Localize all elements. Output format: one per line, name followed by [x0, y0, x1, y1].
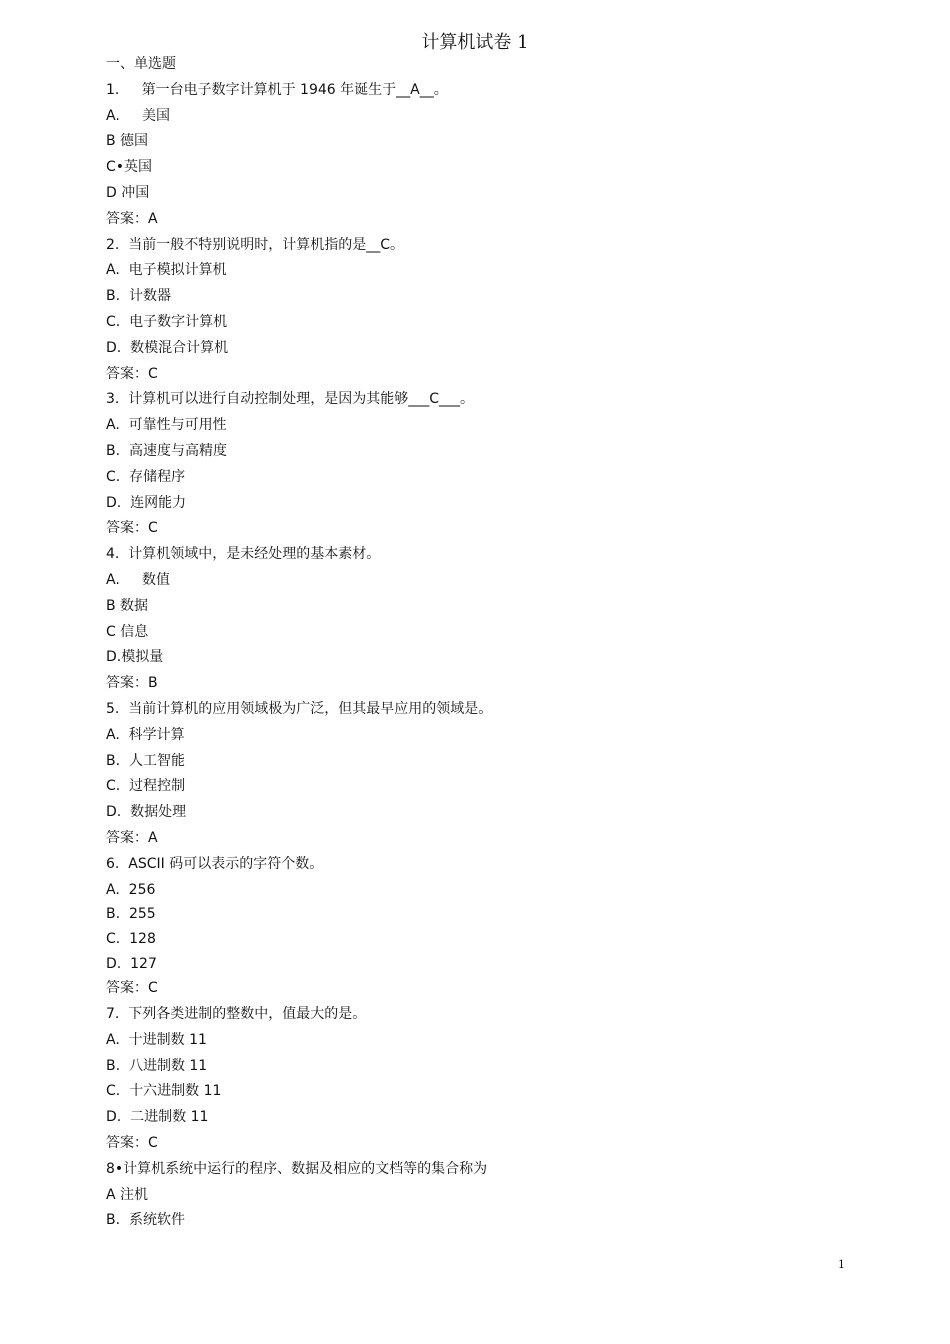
page-title: 计算机试卷 1	[421, 32, 529, 53]
question-3-answer: 答案：C	[106, 520, 158, 537]
question-6-option-c: C. 128	[106, 930, 156, 947]
question-8-option-b: B. 系统软件	[106, 1212, 185, 1229]
question-1-option-d: D 冲国	[106, 184, 150, 201]
question-7-option-c: C. 十六进制数 11	[106, 1083, 222, 1100]
question-2-option-b: B. 计数器	[106, 288, 171, 305]
question-7-answer: 答案：C	[106, 1135, 158, 1152]
question-8-option-a: A 注机	[106, 1186, 149, 1203]
question-5-answer: 答案：A	[106, 829, 158, 846]
question-1-option-c: C•英国	[106, 159, 153, 176]
question-3-text: 3. 计算机可以进行自动控制处理，是因为其能够___C___。	[106, 391, 475, 408]
question-7-option-b: B. 八进制数 11	[106, 1057, 208, 1074]
question-6-answer: 答案：C	[106, 980, 158, 997]
question-1-option-a: A. 美国	[106, 107, 171, 124]
question-5-option-a: A. 科学计算	[106, 726, 185, 743]
question-2-option-d: D. 数模混合计算机	[106, 339, 229, 356]
question-4-option-c: C 信息	[106, 623, 149, 640]
question-2-option-c: C. 电子数字计算机	[106, 313, 228, 330]
question-6-text: 6. ASCII 码可以表示的字符个数。	[106, 855, 324, 872]
question-5-option-d: D. 数据处理	[106, 804, 187, 821]
question-3-option-d: D. 连网能力	[106, 494, 187, 511]
question-3-option-c: C. 存储程序	[106, 468, 186, 485]
question-8-text: 8•计算机系统中运行的程序、数据及相应的文档等的集合称为	[106, 1160, 488, 1177]
question-6-option-d: D. 127	[106, 955, 157, 972]
question-7-text: 7. 下列各类进制的整数中，值最大的是。	[106, 1006, 367, 1023]
question-1-text: 1. 第一台电子数字计算机于 1946 年诞生于__A__。	[106, 81, 448, 98]
question-3-option-b: B. 高速度与高精度	[106, 442, 227, 459]
question-4-option-b: B 数据	[106, 597, 149, 614]
question-7-option-d: D. 二进制数 11	[106, 1109, 209, 1126]
question-4-option-d: D.模拟量	[106, 649, 164, 666]
section-heading: 一、单选题	[106, 56, 176, 72]
question-1-answer: 答案：A	[106, 210, 158, 227]
question-2-option-a: A. 电子模拟计算机	[106, 262, 227, 279]
question-5-text: 5. 当前计算机的应用领域极为广泛，但其最早应用的领域是。	[106, 700, 493, 717]
question-4-answer: 答案：B	[106, 675, 158, 692]
question-1-option-b: B 德国	[106, 133, 149, 150]
document-body	[106, 52, 886, 1234]
question-5-option-b: B. 人工智能	[106, 752, 185, 769]
question-5-option-c: C. 过程控制	[106, 778, 186, 795]
question-6-option-a: A. 256	[106, 881, 156, 898]
question-6-option-b: B. 255	[106, 906, 156, 923]
question-2-answer: 答案：C	[106, 365, 158, 382]
question-4-option-a: A. 数值	[106, 571, 171, 588]
question-3-option-a: A. 可靠性与可用性	[106, 417, 227, 434]
question-7-option-a: A. 十进制数 11	[106, 1031, 207, 1048]
page-number: 1	[838, 1258, 845, 1271]
question-4-text: 4. 计算机领域中，是未经处理的基本素材。	[106, 546, 381, 563]
question-2-text: 2. 当前一般不特别说明时，计算机指的是__C。	[106, 236, 405, 253]
